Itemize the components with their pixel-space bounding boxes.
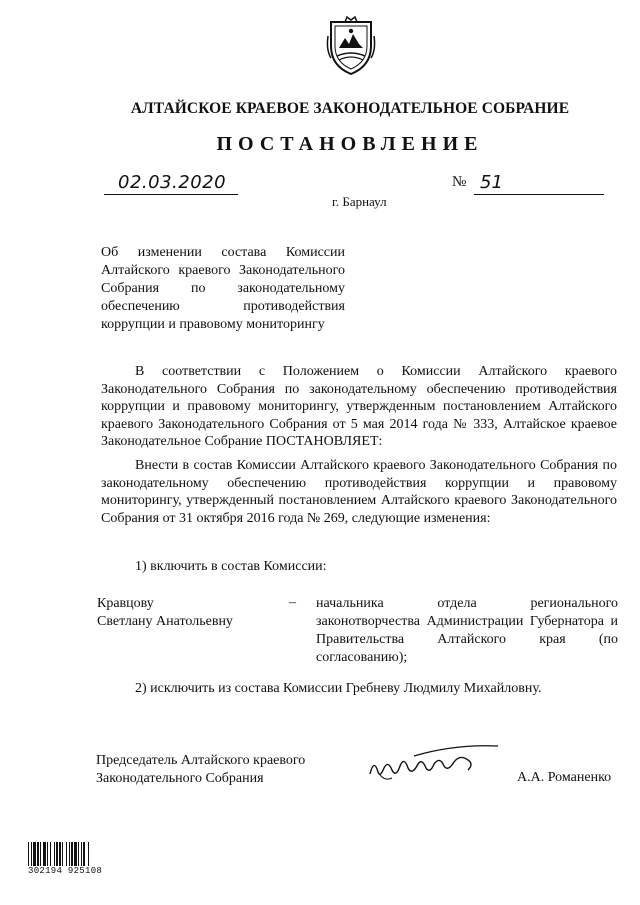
coat-of-arms-icon — [325, 16, 377, 78]
city-label: г. Барнаул — [332, 194, 387, 209]
signatory-title-line2: Законодательного Собрания — [96, 771, 264, 786]
resolution-paragraph: Внести в состав Комиссии Алтайского краевого Законодательного Собрания по законодательному обеспечению противодействия коррупции и правовому мониторингу, утвержденный постановлением Алтайского краевого Законодательного Собрания от 31 октября 2016 года № 269, следующие изменения: — [101, 458, 617, 526]
barcode-number: 302194 925108 — [28, 866, 118, 876]
list-item-include: 1) включить в состав Комиссии: — [135, 559, 327, 574]
number-sign: № — [452, 174, 467, 190]
signer-name: А.А. Романенко — [517, 770, 612, 785]
list-item-exclude: 2) исключить из состава Комиссии Гребневу Людмилу Михайловну. — [135, 681, 542, 696]
member-given-name: Светлану Анатольевну — [97, 614, 233, 629]
signatory-title — [96, 752, 346, 788]
number-line — [474, 172, 604, 195]
document-number: 51 — [480, 172, 503, 193]
document-subject: Об изменении состава Комиссии Алтайского краевого Законодательного Собрания по законодательному обеспечению противодействия коррупции и правовому мониторингу — [101, 245, 345, 332]
date-line — [104, 172, 238, 195]
member-position: начальника отдела регионального законотворчества Администрации Губернатора и Правительства Алтайского края (по согласованию); — [316, 596, 618, 665]
handwritten-signature — [364, 738, 504, 788]
signatory-title-line1: Председатель Алтайского краевого — [96, 753, 306, 768]
document-date: 02.03.2020 — [118, 172, 227, 193]
member-dash: – — [289, 595, 296, 610]
preamble-paragraph: В соответствии с Положением о Комиссии Алтайского краевого Законодательного Собрания по законодательному обеспечению противодействия коррупции и правовому мониторингу, утвержденным постановлением Алтайского краевого Законодательного Собрания от 5 мая 2014 года № 333, Алтайское краевое Законодательное Собрание ПОСТАНОВЛЯЕТ: — [101, 364, 617, 449]
member-surname: Кравцову — [97, 596, 154, 611]
document-type-title: ПОСТАНОВЛЕНИЕ — [216, 133, 484, 155]
organization-title: АЛТАЙСКОЕ КРАЕВОЕ ЗАКОНОДАТЕЛЬНОЕ СОБРАНИЕ — [130, 100, 570, 117]
member-full-name — [97, 595, 277, 631]
